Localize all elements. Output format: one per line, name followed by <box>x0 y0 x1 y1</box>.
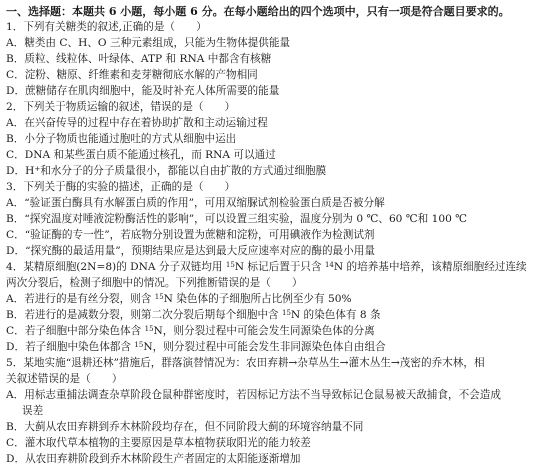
q3-option-a: A．“验证蛋白酶具有水解蛋白质的作用”，可用双缩脲试剂检验蛋白质是否被分解 <box>6 197 385 209</box>
q3-option-c: C．“验证酶的专一性”，若底物分别设置为蔗糖和淀粉，可用碘液作为检测试剂 <box>6 229 375 241</box>
q1-option-a: A．糖类由 C、H、O 三种元素组成，只能为生物体提供能量 <box>6 37 291 49</box>
q2-option-d: D．H+和水分子的分子质量很小，都能以自由扩散的方式通过细胞膜 <box>6 165 327 177</box>
q4-option-b: B．若进行的是减数分裂，则第二次分裂后期每个细胞中含 $^{15}$N 的染色体有 8 条 <box>6 309 381 321</box>
q1-option-b: B．质粒、线粒体、叶绿体、ATP 和 RNA 中都含有核糖 <box>6 53 272 65</box>
q5-option-a: A．用标志重捕法调查杂草阶段仓鼠种群密度时，若因标记方法不当导致标记仓鼠易被天敌捕食，不会造成 <box>6 389 501 401</box>
section-heading: 一、选择题：本题共 6 小题，每小题 6 分。在每小题给出的四个选项中，只有一项是符合题目要求的。 <box>6 5 510 18</box>
q3-stem: 3．下列关于酶的实验的描述，正确的是（ ） <box>6 181 236 193</box>
q4-option-d: D．若子细胞中染色体都含 $^{15}$N，则分裂过程中可能会发生非同源染色体自由组合 <box>6 341 386 353</box>
q5-option-a-continued: 误差 <box>22 405 44 417</box>
q5-stem-continued: 关叙述错误的是（ ） <box>6 373 123 385</box>
q3-option-b: B．“探究温度对唾液淀粉酶活性的影响”，可以设置三组实验，温度分别为 0 ℃、60 ℃和 100 ℃ <box>6 213 468 225</box>
q5-option-d: D．从农田弃耕阶段到乔木林阶段生产者固定的太阳能逐渐增加 <box>6 453 301 465</box>
q5-stem: 5．某地实施“退耕还林”措施后，群落演替情况为：农田弃耕→杂草丛生→灌木丛生→茂密的乔木林，相 <box>6 357 485 369</box>
q5-option-b: B．大蓟从农田弃耕到乔木林阶段均存在，但不同阶段大蓟的环境容纳量不同 <box>6 421 364 433</box>
q4-stem: 4．某精原细胞(2N=8)的 DNA 分子双链均用 $^{15}$N 标记后置于只含 $^{14}$N 的培养基中培养，该精原细胞经过连续 <box>6 261 527 273</box>
q4-stem-continued: 两次分裂后，检测子细胞中的情况。下列推断错误的是（ ） <box>6 277 303 289</box>
q4-option-c: C．若子细胞中部分染色体含 $^{15}$N，则分裂过程中可能会发生同源染色体的分离 <box>6 325 375 337</box>
q1-option-d: D．蔗糖储存在肌肉细胞中，能及时补充人体所需要的能量 <box>6 85 280 97</box>
q4-option-a: A．若进行的是有丝分裂，则含 $^{15}$N 染色体的子细胞所占比例至少有 50% <box>6 293 352 305</box>
q2-stem: 2．下列关于物质运输的叙述，错误的是（ ） <box>6 101 236 113</box>
q1-stem: 1．下列有关糖类的叙述,正确的是（ ） <box>6 21 207 33</box>
q2-option-a: A．在兴奋传导的过程中存在着协助扩散和主动运输过程 <box>6 117 268 129</box>
q5-option-c: C．灌木取代草本植物的主要原因是草本植物获取阳光的能力较差 <box>6 437 311 449</box>
q2-option-c: C．DNA 和某些蛋白质不能通过核孔，而 RNA 可以通过 <box>6 149 276 161</box>
q2-option-b: B．小分子物质也能通过胞吐的方式从细胞中运出 <box>6 133 237 145</box>
q1-option-c: C．淀粉、糖原、纤维素和麦芽糖彻底水解的产物相同 <box>6 69 258 81</box>
q3-option-d: D．“探究酶的最适用量”，预期结果应是达到最大反应速率对应的酶的最小用量 <box>6 245 375 257</box>
